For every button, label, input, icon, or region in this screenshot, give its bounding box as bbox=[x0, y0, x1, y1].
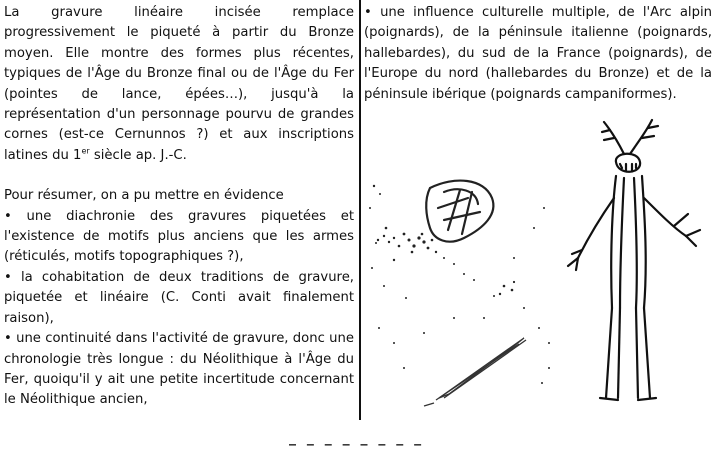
column-divider bbox=[359, 0, 361, 420]
bullet-continuite: • une continuité dans l'activité de gravure, donc une chronologie très longue : du Néolithique à l'Âge du Fer, quoiqu'il y ait une petite incertitude concernant le Néolithique ancien, bbox=[4, 331, 354, 408]
bullet-diachronie: • une diachronie des gravures piquetées et l'existence de motifs plus anciens que les armes (réticulés, motifs topographiques ?), bbox=[4, 208, 354, 265]
left-column bbox=[4, 3, 354, 411]
paragraph-gap bbox=[4, 166, 354, 186]
bullet-influence: • une influence culturelle multiple, de l'Arc alpin (poignards), de la péninsule italienne (poignards, hallebardes), du sud de la France (poignards), de l'Europe du nord (hallebardes du Bronze) et de la péninsule ibérique (poignards campaniformes). bbox=[364, 5, 712, 102]
horned-figure-drawing-icon bbox=[564, 118, 714, 408]
footer-dash-rule: _ _ _ _ _ _ _ _ bbox=[289, 430, 425, 446]
summary-intro: Pour résumer, on a pu mettre en évidence bbox=[4, 188, 284, 204]
right-column bbox=[364, 3, 712, 105]
superscript-er: er bbox=[81, 146, 90, 156]
paragraph-linear-engraving: La gravure linéaire incisée remplace progressivement le piqueté à partir du Bronze moyen. Elle montre des formes plus récentes, typiques de l'Âge du Bronze final ou de l'Âge du Fer (pointes de lance, épées…), jusqu'à la représentation d'un personnage pourvu de grandes cornes (est-ce Cernunnos ?) et aux inscriptions latines du 1er siècle ap. J.-C. bbox=[4, 5, 354, 163]
bullet-cohabitation: • la cohabitation de deux traditions de gravure, piquetée et linéaire (C. Conti avait finalement raison), bbox=[4, 269, 354, 326]
rock-engraving-drawing-icon bbox=[364, 168, 564, 408]
